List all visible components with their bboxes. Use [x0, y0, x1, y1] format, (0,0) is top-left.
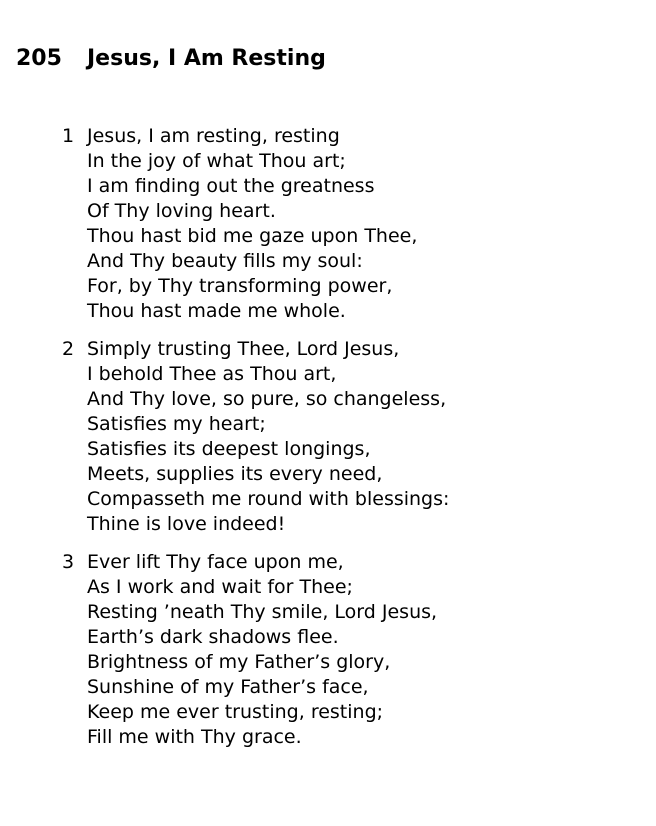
stanza-number: 1 — [62, 125, 75, 147]
stanza-line: Compasseth me round with blessings: — [87, 488, 450, 510]
stanza-line: Of Thy loving heart. — [87, 200, 276, 222]
stanza-line: Meets, supplies its every need, — [87, 463, 383, 485]
stanza-line: Satisfies its deepest longings, — [87, 438, 371, 460]
stanza-line: Sunshine of my Father’s face, — [87, 676, 369, 698]
stanza-line: Earth’s dark shadows flee. — [87, 626, 339, 648]
stanza-line: For, by Thy transforming power, — [87, 275, 393, 297]
stanza-line: Thine is love indeed! — [87, 513, 286, 535]
hymn-title: Jesus, I Am Resting — [87, 46, 326, 71]
stanza-lines — [87, 550, 437, 750]
stanza-line: I behold Thee as Thou art, — [87, 363, 337, 385]
stanza-line: Thou hast bid me gaze upon Thee, — [87, 225, 418, 247]
stanza-number: 3 — [62, 551, 75, 573]
hymn-number: 205 — [16, 46, 62, 71]
stanza-line: Resting ’neath Thy smile, Lord Jesus, — [87, 601, 438, 623]
stanza-lines — [87, 124, 417, 324]
stanza-line: I am finding out the greatness — [87, 175, 375, 197]
stanza-line: And Thy love, so pure, so changeless, — [87, 388, 447, 410]
stanza-line: Brightness of my Father’s glory, — [87, 651, 391, 673]
stanza-line: Jesus, I am resting, resting — [87, 125, 340, 147]
stanza-line: As I work and wait for Thee; — [87, 576, 353, 598]
hymn-header — [16, 44, 326, 74]
stanza-line: Thou hast made me whole. — [87, 300, 346, 322]
stanza-line: And Thy beauty fills my soul: — [87, 250, 363, 272]
stanza-lines — [87, 337, 449, 537]
stanza-line: Satisfies my heart; — [87, 413, 266, 435]
stanza-line: Ever lift Thy face upon me, — [87, 551, 344, 573]
stanza-line: Keep me ever trusting, resting; — [87, 701, 384, 723]
stanza-line: Fill me with Thy grace. — [87, 726, 302, 748]
stanza-line: In the joy of what Thou art; — [87, 150, 346, 172]
stanza-number: 2 — [62, 338, 75, 360]
stanza-line: Simply trusting Thee, Lord Jesus, — [87, 338, 400, 360]
